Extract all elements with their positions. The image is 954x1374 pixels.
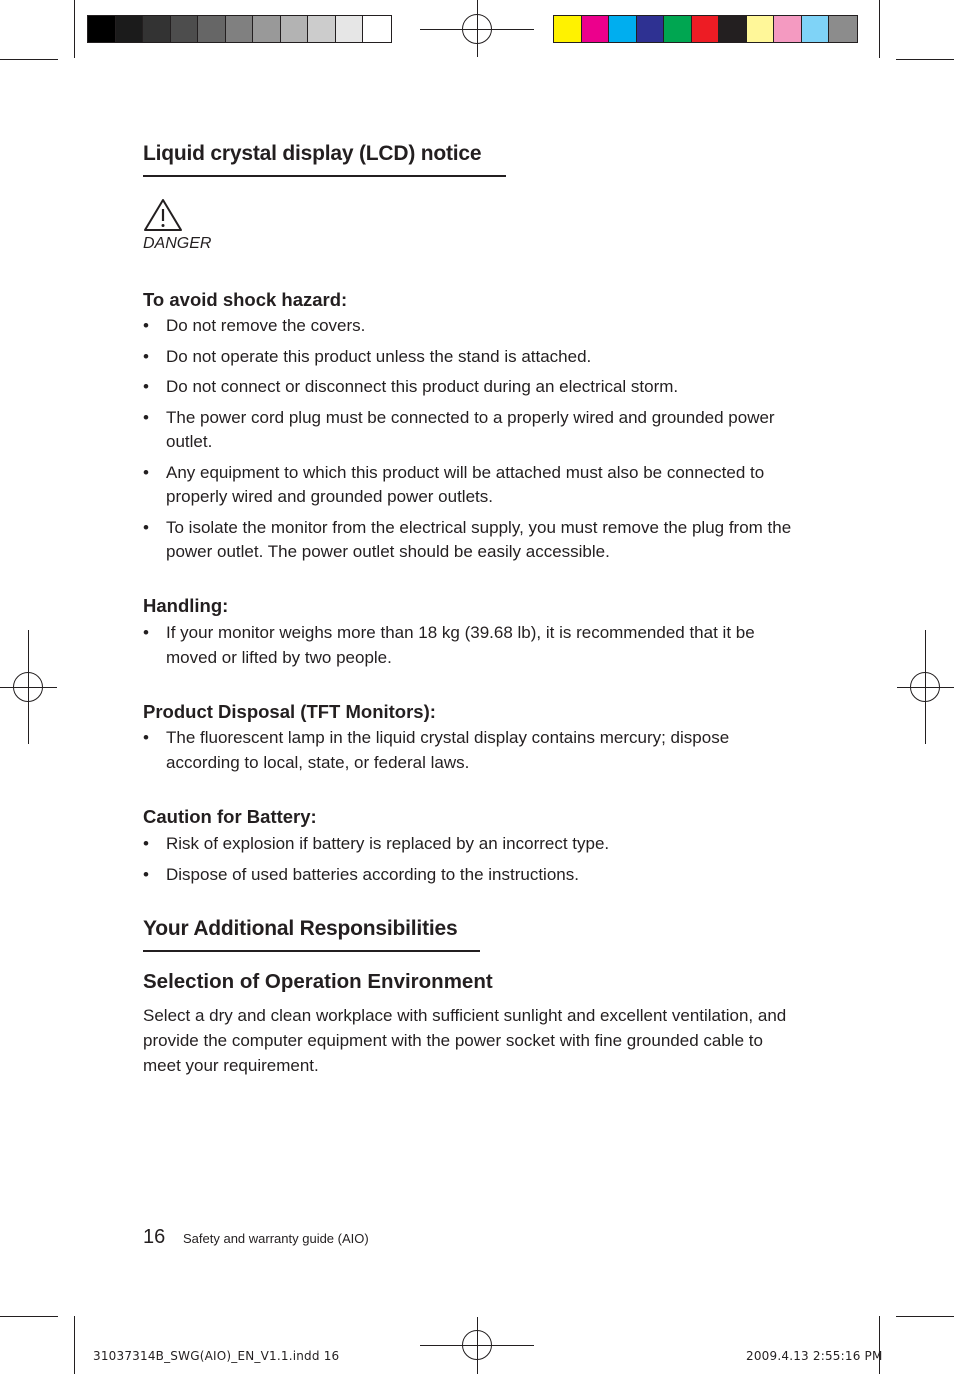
handling-list <box>143 621 803 676</box>
color-swatch <box>664 16 692 42</box>
list-item: • Dispose of used batteries according to the instructions. <box>143 863 803 888</box>
gray-swatch <box>281 16 309 42</box>
gray-swatch <box>171 16 199 42</box>
list-item: • If your monitor weighs more than 18 kg (39.68 lb), it is recommended that it be moved or lifted by two people. <box>143 621 803 670</box>
list-item: • Any equipment to which this product will be attached must also be connected to properly wired and grounded power outlets. <box>143 461 803 510</box>
color-swatch <box>747 16 775 42</box>
process-color-bar <box>553 15 858 43</box>
list-item: • Risk of explosion if battery is replaced by an incorrect type. <box>143 832 803 857</box>
color-swatch <box>554 16 582 42</box>
warning-triangle-icon <box>143 198 183 232</box>
slug-file-name: 31037314B_SWG(AIO)_EN_V1.1.indd 16 <box>93 1349 340 1363</box>
title-underline <box>143 175 506 177</box>
title-underline <box>143 950 480 952</box>
page-number: 16 <box>143 1226 166 1248</box>
gray-swatch <box>336 16 364 42</box>
disposal-heading: Product Disposal (TFT Monitors): <box>143 701 436 722</box>
environment-body: Select a dry and clean workplace with sufficient sunlight and excellent ventilation, and provide the computer equipment with the power socket with fine grounded cable to meet your requirement. <box>143 1006 787 1075</box>
danger-label: DANGER <box>143 235 212 252</box>
shock-hazard-heading: To avoid shock hazard: <box>143 289 348 310</box>
gray-swatch <box>308 16 336 42</box>
gray-swatch <box>226 16 254 42</box>
list-item: • Do not operate this product unless the stand is attached. <box>143 345 803 370</box>
color-swatch <box>637 16 665 42</box>
color-swatch <box>719 16 747 42</box>
gray-swatch <box>253 16 281 42</box>
gray-swatch <box>116 16 144 42</box>
list-item: • The power cord plug must be connected to a properly wired and grounded power outlet. <box>143 406 803 455</box>
lcd-notice-title: Liquid crystal display (LCD) notice <box>143 142 482 165</box>
list-item: • Do not remove the covers. <box>143 314 803 339</box>
battery-heading: Caution for Battery: <box>143 806 317 827</box>
environment-heading: Selection of Operation Environment <box>143 970 493 993</box>
gray-swatch <box>88 16 116 42</box>
shock-hazard-list <box>143 314 803 571</box>
gray-swatch <box>143 16 171 42</box>
color-swatch <box>774 16 802 42</box>
gray-swatch <box>363 16 391 42</box>
color-swatch <box>609 16 637 42</box>
color-swatch <box>829 16 857 42</box>
disposal-list <box>143 726 803 781</box>
list-item: • The fluorescent lamp in the liquid crystal display contains mercury; dispose according to local, state, or federal laws. <box>143 726 803 775</box>
color-swatch <box>582 16 610 42</box>
color-swatch <box>692 16 720 42</box>
grayscale-color-bar <box>87 15 392 43</box>
list-item: • To isolate the monitor from the electrical supply, you must remove the plug from the power outlet. The power outlet should be easily accessible. <box>143 516 803 565</box>
handling-heading: Handling: <box>143 595 229 616</box>
slug-timestamp: 2009.4.13 2:55:16 PM <box>746 1349 883 1363</box>
color-swatch <box>802 16 830 42</box>
gray-swatch <box>198 16 226 42</box>
battery-list <box>143 832 803 893</box>
responsibilities-title: Your Additional Responsibilities <box>143 917 458 940</box>
footer-guide-title: Safety and warranty guide (AIO) <box>183 1231 369 1246</box>
list-item: • Do not connect or disconnect this product during an electrical storm. <box>143 375 803 400</box>
